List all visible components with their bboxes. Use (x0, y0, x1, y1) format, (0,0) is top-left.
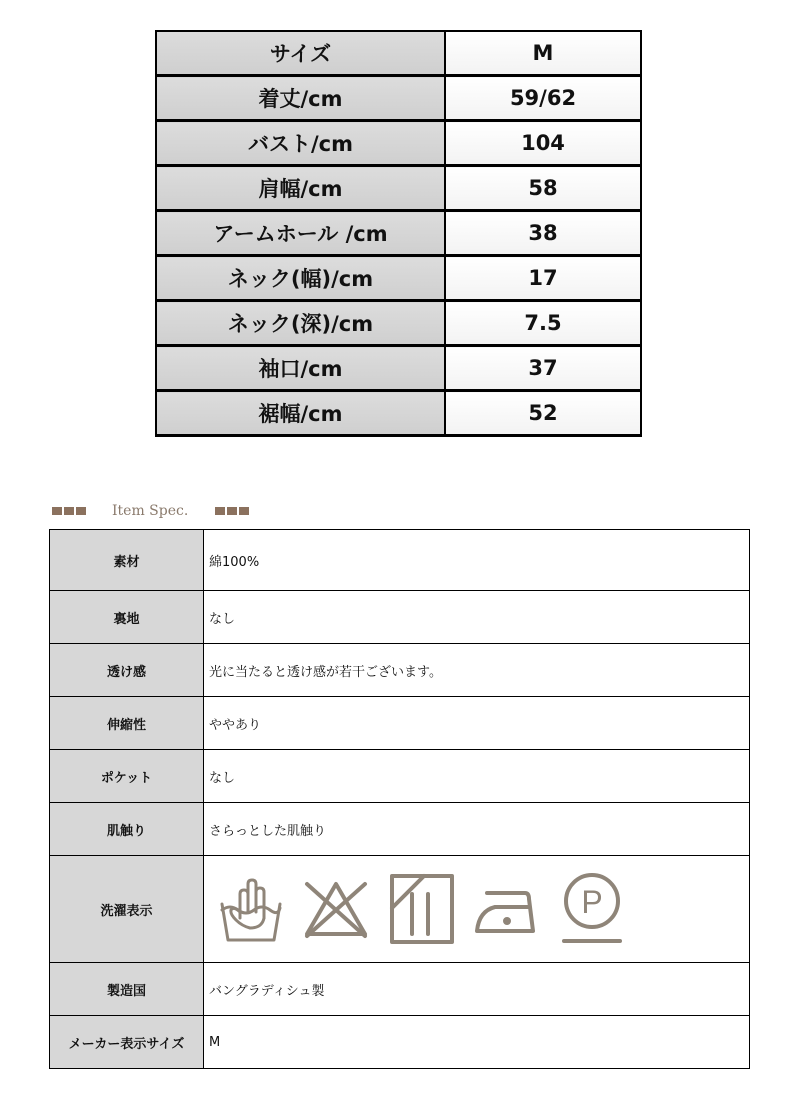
spec-value: M (204, 1016, 750, 1069)
spec-row (50, 530, 750, 591)
size-value: 17 (445, 256, 641, 301)
spec-label: 裏地 (50, 591, 204, 644)
spec-label: メーカー表示サイズ (50, 1016, 204, 1069)
spec-row (50, 963, 750, 1016)
spec-value: なし (204, 750, 750, 803)
size-value: 7.5 (445, 301, 641, 346)
spec-value: バングラディシュ製 (204, 963, 750, 1016)
iron-low-icon (473, 881, 543, 937)
size-value: 52 (445, 391, 641, 436)
spec-row (50, 697, 750, 750)
spec-row-care (50, 856, 750, 963)
spec-label: 透け感 (50, 644, 204, 697)
decorative-squares-right (215, 507, 249, 515)
size-row (156, 391, 641, 436)
size-value: 38 (445, 211, 641, 256)
spec-label: 洗濯表示 (50, 856, 204, 963)
size-value: 37 (445, 346, 641, 391)
decorative-squares-left (52, 507, 86, 515)
size-label: ネック(幅)/cm (156, 256, 445, 301)
size-row (156, 121, 641, 166)
size-label: 袖口/cm (156, 346, 445, 391)
spec-value: ややあり (204, 697, 750, 750)
size-row (156, 31, 641, 76)
size-value: M (445, 31, 641, 76)
size-value: 104 (445, 121, 641, 166)
square-icon (239, 507, 249, 515)
size-label: 裾幅/cm (156, 391, 445, 436)
square-icon (227, 507, 237, 515)
spec-value: なし (204, 591, 750, 644)
square-icon (215, 507, 225, 515)
size-table (155, 30, 642, 437)
size-label: サイズ (156, 31, 445, 76)
spec-label: ポケット (50, 750, 204, 803)
spec-row (50, 591, 750, 644)
size-label: 肩幅/cm (156, 166, 445, 211)
size-label: バスト/cm (156, 121, 445, 166)
spec-value: 光に当たると透け感が若干ございます。 (204, 644, 750, 697)
spec-label: 素材 (50, 530, 204, 591)
square-icon (76, 507, 86, 515)
square-icon (52, 507, 62, 515)
spec-row (50, 803, 750, 856)
size-label: ネック(深)/cm (156, 301, 445, 346)
spec-label: 製造国 (50, 963, 204, 1016)
spec-row (50, 1016, 750, 1069)
dry-clean-p-icon (560, 871, 624, 947)
square-icon (64, 507, 74, 515)
dry-clean-letter: P (581, 884, 603, 920)
care-symbols (204, 856, 750, 963)
no-bleach-icon (301, 878, 371, 940)
size-value: 59/62 (445, 76, 641, 121)
size-label: 着丈/cm (156, 76, 445, 121)
size-row (156, 346, 641, 391)
size-row (156, 211, 641, 256)
size-row (156, 76, 641, 121)
spec-row (50, 644, 750, 697)
size-value: 58 (445, 166, 641, 211)
size-row (156, 166, 641, 211)
item-spec-title: Item Spec. (112, 503, 189, 519)
item-spec-table (49, 529, 750, 1069)
spec-value: さらっとした肌触り (204, 803, 750, 856)
spec-label: 伸縮性 (50, 697, 204, 750)
spec-row (50, 750, 750, 803)
hand-wash-icon (218, 874, 284, 944)
spec-label: 肌触り (50, 803, 204, 856)
spec-value: 綿100% (204, 530, 750, 591)
size-row (156, 256, 641, 301)
size-label: アームホール /cm (156, 211, 445, 256)
item-spec-header (52, 501, 249, 521)
size-row (156, 301, 641, 346)
drip-dry-shade-icon (388, 872, 456, 946)
